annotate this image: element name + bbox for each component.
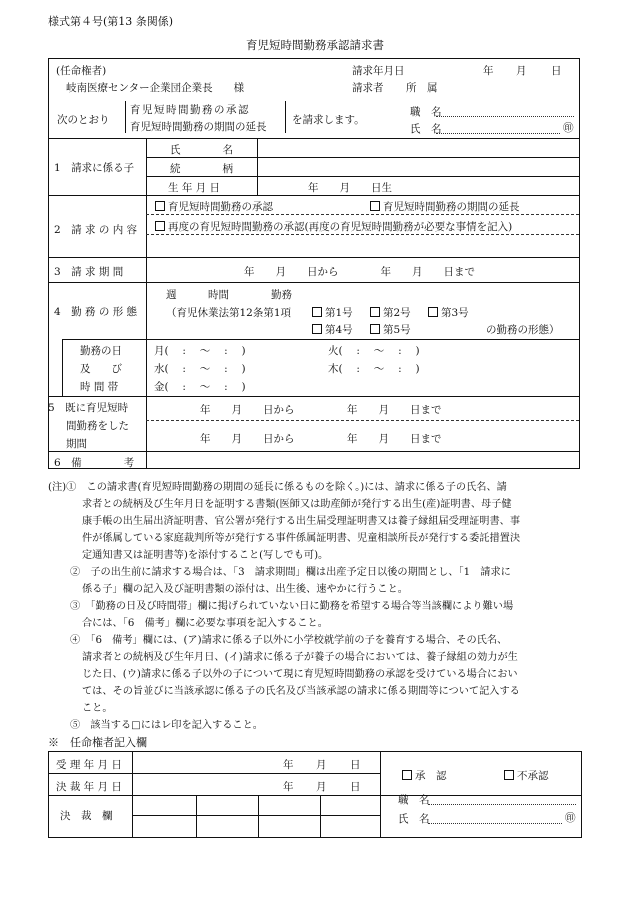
law-item-2[interactable] bbox=[370, 305, 411, 320]
option-extension-row[interactable] bbox=[370, 199, 520, 214]
checkbox[interactable] bbox=[370, 324, 380, 334]
law-item-4-label: 第4号 bbox=[325, 324, 353, 336]
option-reapproval-text: 再度の育児短時間勤務の承認(再度の育児短時間勤務が必要な事情を記入) bbox=[168, 221, 513, 233]
request-period-value: 年 月 日から 年 月 日まで bbox=[244, 266, 475, 278]
request-year: 年 bbox=[483, 65, 494, 77]
checkbox[interactable] bbox=[428, 307, 438, 317]
note-line: ては、その旨並びに当該承認に係る子の氏名及び当該承認の請求に係る期間等について記入する bbox=[82, 686, 520, 697]
checkbox[interactable] bbox=[155, 201, 165, 211]
approve-text: 承 認 bbox=[415, 770, 447, 782]
note-line: 係る子」欄の記入及び証明書類の添付は、出生後、速やかに行うこと。 bbox=[82, 584, 408, 595]
law-item-5-label: 第5号 bbox=[383, 324, 411, 336]
note-line: ② 子の出生前に請求する場合は、「3 請求期間」欄は出産予定日以後の期間とし、「1 請求に bbox=[70, 567, 511, 578]
approver-seal: ㊞ bbox=[565, 812, 576, 824]
law-item-2-label: 第2号 bbox=[383, 307, 411, 319]
tuesday-hours: 火( : 〜 : ) bbox=[328, 345, 420, 357]
decided-day: 日 bbox=[350, 781, 361, 793]
note-line: 求者との続柄及び生年月日を証明する書類(医師又は助産師が発行する出生(産)証明書、母子健 bbox=[82, 499, 512, 510]
law-item-1-label: 第1号 bbox=[325, 307, 353, 319]
decided-date-label: 決 裁 年 月 日 bbox=[56, 781, 122, 793]
option-extension: 育児短時間勤務の期間の延長 bbox=[130, 121, 267, 133]
note-line: 合には、「6 備考」欄に必要な事項を記入すること。 bbox=[82, 618, 328, 629]
law-item-4[interactable] bbox=[312, 322, 353, 337]
affiliation-label: 所 属 bbox=[406, 82, 438, 94]
section6-label: 6 備 考 bbox=[54, 457, 135, 469]
days-label-1: 勤務の日 bbox=[80, 345, 122, 357]
wednesday-hours: 水( : 〜 : ) bbox=[154, 363, 246, 375]
request-month: 月 bbox=[516, 65, 527, 77]
note-line: 定通知書又は証明書等)を添付すること(写しでも可)。 bbox=[82, 550, 329, 561]
section1-label: 1 請求に係る子 bbox=[54, 162, 135, 174]
request-suffix: を請求します。 bbox=[292, 114, 365, 126]
approver-name-label: 氏 名 bbox=[398, 813, 430, 825]
seal-mark: ㊞ bbox=[563, 122, 574, 134]
law-item-1[interactable] bbox=[312, 305, 353, 320]
approve-option[interactable] bbox=[402, 768, 447, 783]
section3-label: 3 請 求 期 間 bbox=[54, 266, 124, 278]
disapprove-option[interactable] bbox=[504, 768, 549, 783]
weekly-hours: 週 時間 勤務 bbox=[166, 289, 292, 301]
note-line: こと。 bbox=[82, 703, 113, 714]
law-item-3[interactable] bbox=[428, 305, 469, 320]
request-date-label: 請求年月日 bbox=[352, 65, 405, 77]
note-line: 件が係属している家庭裁判所等が発行する事件係属証明書、児童相談所長が発行する委託措置決 bbox=[82, 533, 521, 544]
position-label: 職 名 bbox=[410, 106, 442, 118]
received-month: 月 bbox=[316, 759, 327, 771]
appointer-name: 岐南医療センター企業団企業長 様 bbox=[66, 82, 245, 94]
days-label-3: 時 間 帯 bbox=[80, 381, 119, 393]
note-line: ⑤ 該当する□にはレ印を記入すること。 bbox=[70, 720, 263, 731]
approver-position-label: 職 名 bbox=[398, 794, 430, 806]
appointer-section-title: ※ 任命権者記入欄 bbox=[48, 736, 147, 749]
note-line: (注)① この請求書(育児短時間勤務の期間の延長に係るものを除く。)には、請求に係る子の氏名、請 bbox=[48, 482, 507, 493]
name-label: 氏 名 bbox=[410, 123, 442, 135]
section4-label: 4 勤 務 の 形 態 bbox=[54, 306, 138, 318]
disapprove-text: 不承認 bbox=[517, 770, 549, 782]
child-birth-value: 年 月 日生 bbox=[308, 182, 392, 194]
note-line: 康手帳の出生届出済証明書、官公署が発行する出生届受理証明書又は養子縁組届受理証明書、事 bbox=[82, 516, 521, 527]
note-line: ③ 「勤務の日及び時間帯」欄に掲げられていない日に勤務を希望する場合等当該欄により難い場 bbox=[70, 601, 514, 612]
friday-hours: 金( : 〜 : ) bbox=[154, 381, 246, 393]
law-item-3-label: 第3号 bbox=[441, 307, 469, 319]
law-item-5[interactable] bbox=[370, 322, 411, 337]
monday-hours: 月( : 〜 : ) bbox=[154, 345, 246, 357]
child-name-label: 氏 名 bbox=[170, 144, 233, 156]
note-line: じた日、(ウ)請求に係る子以外の子について現に育児短時間勤務の承認を受けている場合におい bbox=[82, 669, 518, 680]
received-year: 年 bbox=[283, 759, 294, 771]
checkbox[interactable] bbox=[504, 770, 514, 780]
appointer-label: (任命権者) bbox=[56, 65, 107, 77]
section5-label-3: 期間 bbox=[66, 438, 87, 450]
decided-month: 月 bbox=[316, 781, 327, 793]
as-follows: 次のとおり bbox=[57, 114, 110, 126]
past-period-2: 年 月 日から 年 月 日まで bbox=[200, 433, 442, 445]
option-reapproval-row[interactable] bbox=[155, 219, 512, 234]
request-day: 日 bbox=[551, 65, 562, 77]
past-period-1: 年 月 日から 年 月 日まで bbox=[200, 404, 442, 416]
checkbox[interactable] bbox=[370, 307, 380, 317]
approval-column-label: 決 裁 欄 bbox=[60, 810, 113, 822]
page-title: 育児短時間勤務承認請求書 bbox=[246, 38, 384, 52]
received-day: 日 bbox=[350, 759, 361, 771]
note-line: 請求者との続柄及び生年月日、(イ)請求に係る子が養子の場合においては、養子縁組の効力が生 bbox=[82, 652, 518, 663]
form-suffix: の勤務の形態） bbox=[486, 324, 560, 336]
requester-label: 請求者 bbox=[352, 82, 384, 94]
note-line: ④ 「6 備考」欄には、(ア)請求に係る子以外に小学校就学前の子を養育する場合、その氏名、 bbox=[70, 635, 508, 646]
child-relation-label: 続 柄 bbox=[170, 163, 233, 175]
checkbox[interactable] bbox=[402, 770, 412, 780]
option-approval-row[interactable] bbox=[155, 199, 273, 214]
checkbox[interactable] bbox=[370, 201, 380, 211]
section5-label-2: 間勤務をした bbox=[66, 420, 129, 432]
option-approval: 育児短時間勤務の承認 bbox=[130, 104, 250, 116]
law-reference: （育児休業法第12条第1項 bbox=[166, 307, 292, 319]
option-extension-text: 育児短時間勤務の期間の延長 bbox=[383, 201, 520, 213]
form-number: 様式第４号(第13 条関係) bbox=[48, 15, 174, 28]
checkbox[interactable] bbox=[312, 307, 322, 317]
days-label-2: 及 び bbox=[80, 363, 122, 375]
checkbox[interactable] bbox=[312, 324, 322, 334]
section5-label-1: 5 既に育児短時 bbox=[48, 402, 129, 414]
received-date-label: 受 理 年 月 日 bbox=[56, 759, 122, 771]
decided-year: 年 bbox=[283, 781, 294, 793]
child-birth-label: 生 年 月 日 bbox=[168, 182, 221, 194]
section2-label: 2 請 求 の 内 容 bbox=[54, 224, 138, 236]
option-approval-text: 育児短時間勤務の承認 bbox=[168, 201, 273, 213]
checkbox[interactable] bbox=[155, 221, 165, 231]
thursday-hours: 木( : 〜 : ) bbox=[328, 363, 420, 375]
